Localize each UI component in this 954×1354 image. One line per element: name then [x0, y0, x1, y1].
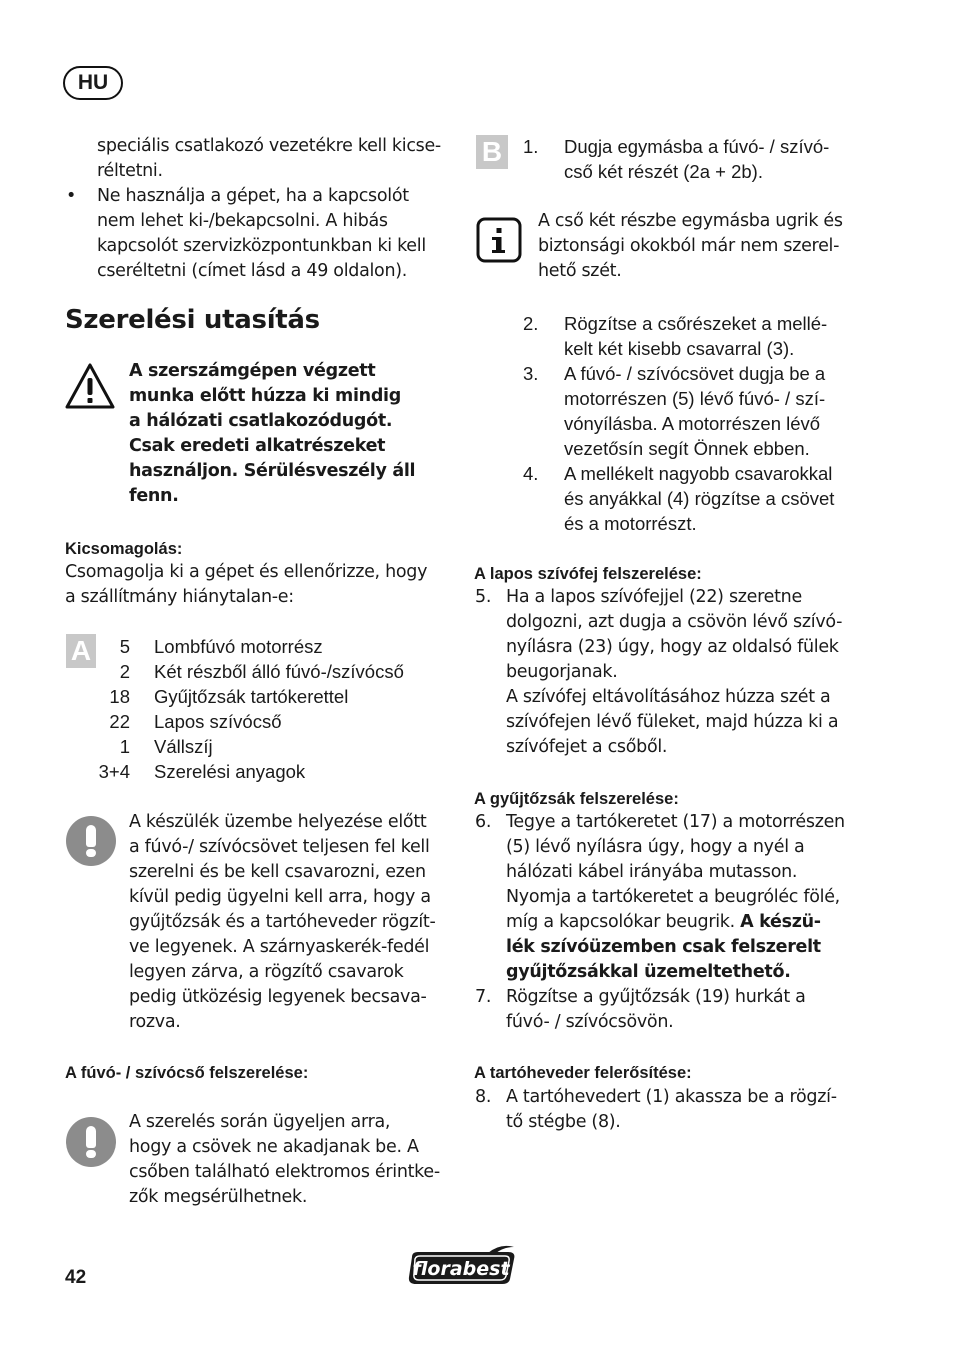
note1-line: pedig ütközésig legyenek becsava-: [129, 987, 427, 1007]
step-line: kelt két kisebb csavarral (3).: [564, 338, 795, 359]
bag-heading: A gyűjtőzsák felszerelése:: [474, 790, 679, 808]
step-line: A mellékelt nagyobb csavarokkal: [564, 463, 833, 484]
warning-line-6: fenn.: [129, 486, 179, 506]
part-label: Lapos szívócső: [154, 711, 282, 732]
step8-num: 8.: [475, 1087, 492, 1107]
section-title: Szerelési utasítás: [65, 305, 320, 335]
step-line: Rögzítse a csőrészeket a mellé-: [564, 313, 828, 334]
note2-line: hogy a csövek ne akadjanak be. A: [129, 1137, 419, 1157]
exclamation-icon: [66, 816, 116, 866]
part-label: Vállszíj: [154, 736, 213, 757]
step5-line: dolgozni, azt dugja a csövön lévő szívó-: [506, 612, 843, 632]
note1-line: gyűjtőzsák és a tartóheveder rögzít-: [129, 912, 436, 932]
step1-line: Dugja egymásba a fúvó- / szívó-: [564, 136, 830, 157]
step-line: motorrészen (5) lévő fúvó- / szí-: [564, 388, 826, 409]
info-icon: [476, 217, 522, 263]
intro-line-1: speciális csatlakozó vezetékre kell kicse-: [97, 136, 441, 156]
step-line: vezetősín segít Önnek ebben.: [564, 438, 810, 459]
part-num: 5: [119, 636, 130, 657]
step-line: A fúvó- / szívócsövet dugja be a: [564, 363, 826, 384]
step6-line: Nyomja a tartókeretet a beugróléc fölé,: [506, 887, 840, 907]
note1-line: kívül pedig ügyelni kell arra, hogy a: [129, 887, 431, 907]
step6-bold-line: gyűjtőzsákkal üzemeltethető.: [506, 962, 791, 982]
part-num: 3+4: [98, 761, 130, 782]
step6-bold-line: lék szívóüzemben csak felszerelt: [506, 937, 821, 957]
step6-bold-text: A készü-: [740, 912, 821, 932]
step8-line: tő stégbe (8).: [506, 1112, 621, 1132]
step6-num: 6.: [475, 812, 492, 832]
step5-line: Ha a lapos szívófejjel (22) szeretne: [506, 587, 802, 607]
part-num: 2: [119, 661, 130, 682]
step-num: 3.: [523, 363, 539, 384]
bullet-line-4: cseréltetni (címet lásd a 49 oldalon).: [97, 261, 408, 281]
note2-line: A szerelés során ügyeljen arra,: [129, 1112, 391, 1132]
step1-num: 1.: [523, 136, 539, 157]
note1-line: rozva.: [129, 1012, 181, 1032]
language-badge: HU: [63, 66, 123, 100]
step-num: 4.: [523, 463, 539, 484]
step5-line: szívófejet a csőből.: [506, 737, 668, 757]
part-label: Gyűjtőzsák tartókerettel: [154, 686, 349, 707]
note2-line: zők megsérülhetnek.: [129, 1187, 308, 1207]
step5-line: A szívófej eltávolításához húzza szét a: [506, 687, 831, 707]
info-line: hető szét.: [538, 261, 622, 281]
info-line: A cső két részbe egymásba ugrik és: [538, 211, 843, 231]
figure-a-marker: A: [66, 634, 96, 668]
warning-line-1: A szerszámgépen végzett: [129, 361, 376, 381]
strap-heading: A tartóheveder felerősítése:: [474, 1064, 692, 1082]
part-num: 18: [109, 686, 130, 707]
step6-mixed-line: [506, 910, 821, 935]
step-line: és a motorrészt.: [564, 513, 697, 534]
note2-line: csőben található elektromos érintke-: [129, 1162, 440, 1182]
step6-line: Tegye a tartókeretet (17) a motorrészen: [506, 812, 845, 832]
note1-line: a fúvó-/ szívócsövet teljesen fel kell: [129, 837, 430, 857]
unpack-line-2: a szállítmány hiánytalan-e:: [65, 587, 294, 607]
step6-plain-text: míg a kapcsolókar beugrik.: [506, 912, 741, 932]
warning-line-5: használjon. Sérülésveszély áll: [129, 461, 416, 481]
step5-line: szívófejen lévő füleket, majd húzza ki a: [506, 712, 839, 732]
bullet-line-3: kapcsolót szervizközpontunkban ki kell: [97, 236, 426, 256]
bullet-line-1: Ne használja a gépet, ha a kapcsolót: [97, 186, 409, 206]
step6-line: hálózati kábel irányába mutasson.: [506, 862, 798, 882]
exclamation-icon: [66, 1117, 116, 1167]
step7-num: 7.: [475, 987, 492, 1007]
note1-line: ve legyenek. A szárnyaskerék-fedél: [129, 937, 430, 957]
step-num: 2.: [523, 313, 539, 334]
flat-head-heading: A lapos szívófej felszerelése:: [474, 565, 702, 583]
step-line: és anyákkal (4) rögzítse a csövet: [564, 488, 835, 509]
figure-b-marker: B: [476, 135, 508, 169]
note1-line: A készülék üzembe helyezése előtt: [129, 812, 427, 832]
svg-text:florabest: florabest: [412, 1258, 510, 1280]
unpack-heading: Kicsomagolás:: [65, 540, 183, 558]
bullet-dot: •: [66, 186, 77, 206]
step7-line: Rögzítse a gyűjtőzsák (19) hurkát a: [506, 987, 806, 1007]
page-number: 42: [65, 1267, 87, 1288]
warning-line-2: munka előtt húzza ki mindig: [129, 386, 401, 406]
step6-line: (5) lévő nyílásra úgy, hogy a nyél a: [506, 837, 805, 857]
info-line: biztonsági okokból már nem szerel-: [538, 236, 840, 256]
bullet-line-2: nem lehet ki-/bekapcsolni. A hibás: [97, 211, 388, 231]
step-line: vónyílásba. A motorrészen lévő: [564, 413, 821, 434]
step8-line: A tartóhevedert (1) akassza be a rögzí-: [506, 1087, 837, 1107]
note1-line: szerelni és be kell csavarozni, ezen: [129, 862, 426, 882]
part-num: 1: [119, 736, 130, 757]
tube-heading: A fúvó- / szívócső felszerelése:: [65, 1064, 309, 1082]
step5-line: nyílásra (23) úgy, hogy az oldalsó fülek: [506, 637, 839, 657]
part-label: Lombfúvó motorrész: [154, 636, 323, 657]
florabest-logo: [404, 1243, 520, 1289]
warning-line-4: Csak eredeti alkatrészeket: [129, 436, 386, 456]
step7-line: fúvó- / szívócsövön.: [506, 1012, 674, 1032]
step5-num: 5.: [475, 587, 492, 607]
part-label: Szerelési anyagok: [154, 761, 306, 782]
step1-line: cső két részét (2a + 2b).: [564, 161, 763, 182]
step5-line: beugorjanak.: [506, 662, 618, 682]
part-label: Két részből álló fúvó-/szívócső: [154, 661, 404, 682]
warning-triangle-icon: [64, 362, 116, 410]
part-num: 22: [109, 711, 130, 732]
note1-line: legyen zárva, a rögzítő csavarok: [129, 962, 404, 982]
unpack-line-1: Csomagolja ki a gépet és ellenőrizze, hogy: [65, 562, 428, 582]
warning-line-3: a hálózati csatlakozódugót.: [129, 411, 393, 431]
intro-line-2: réltetni.: [97, 161, 163, 181]
